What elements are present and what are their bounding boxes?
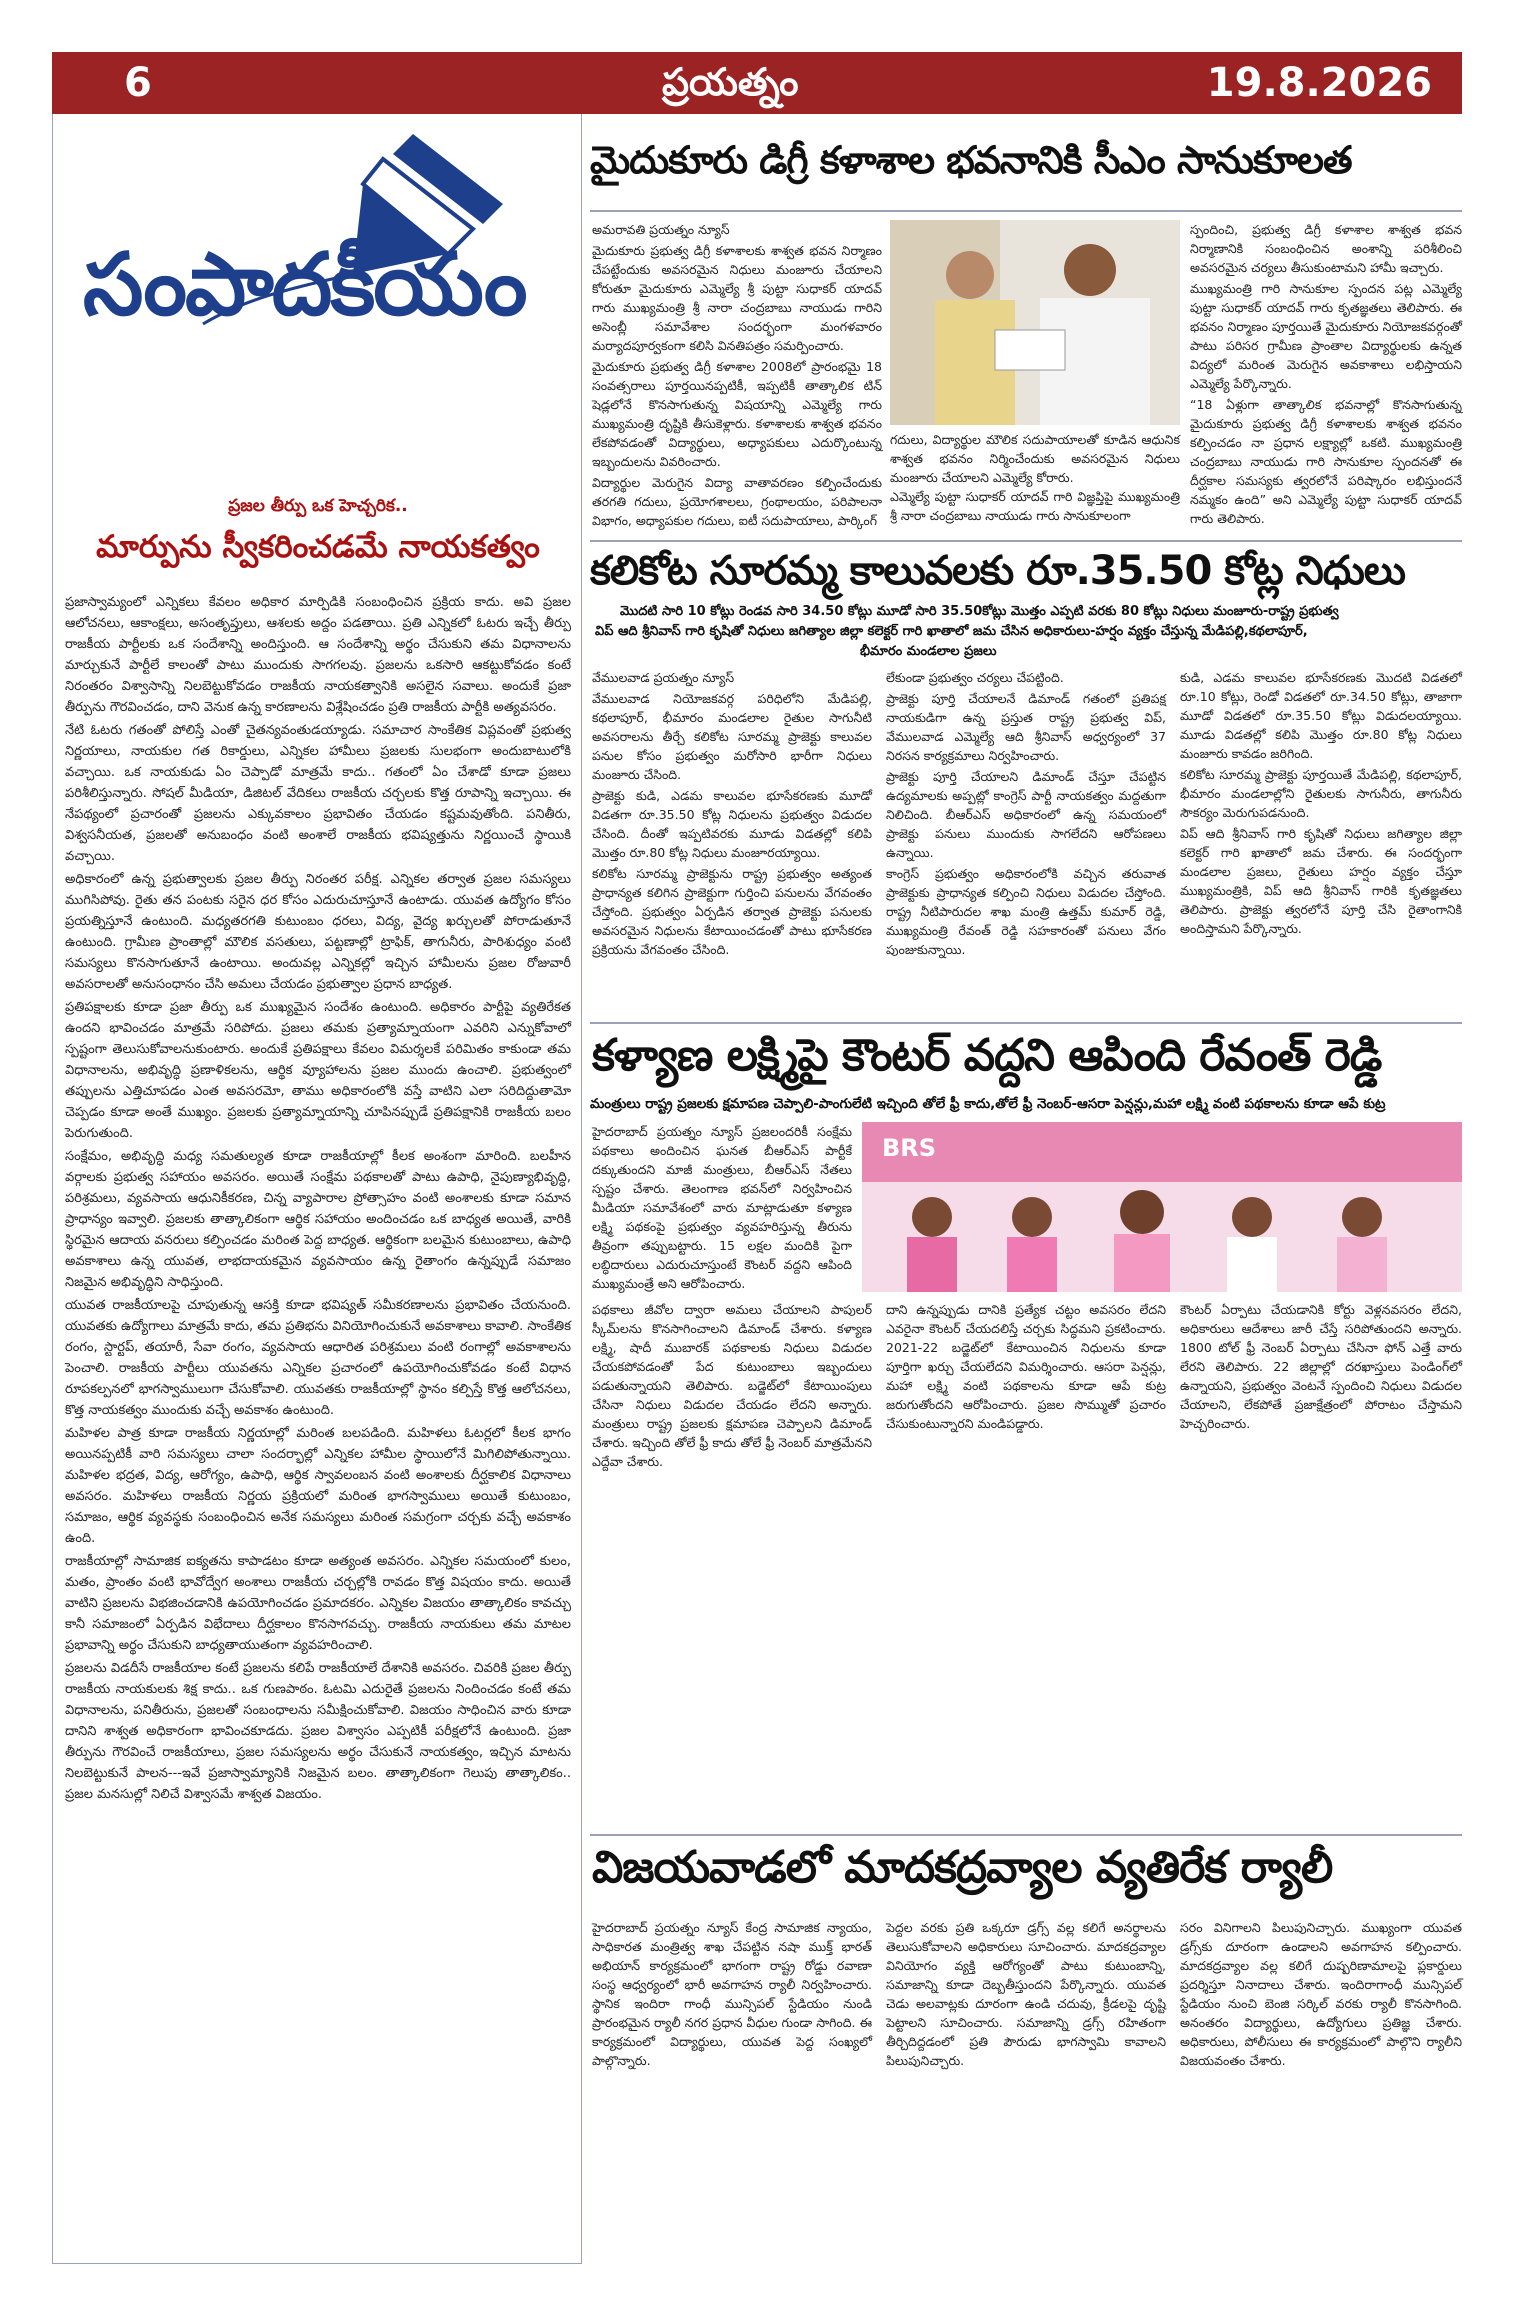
story2-paragraph: విప్ ఆది శ్రీనివాస్ గారి కృషితో నిధులు జగిత్యాల జిల్లా కలెక్టర్ గారి ఖాతాలో జమ చేశారు. ఈ సందర్భంగా మండలాల ప్రజలు, రైతులు హర్షం వ్యక్తం చేస్తూ ముఖ్యమంత్రికి, విప్ ఆది శ్రీనివాస్ గారికి కృతజ్ఞతలు తెలిపారు. ప్రాజెక్టు త్వరలోనే పూర్తి చేసి రైతాంగానికి అందిస్తామని పేర్కొన్నారు. [1180, 826, 1462, 936]
party-banner-text: BRS [882, 1134, 937, 1162]
story4-paragraph: సరం వినిగాలని పిలుపునిచ్చారు. ముఖ్యంగా యువత డ్రగ్స్‌కు దూరంగా ఉండాలని అవగాహన కల్పించారు. మాదకద్రవ్యాల వల్ల కలిగే దుష్పరిణామాలపై ప్లకార్డులు ప్రదర్శిస్తూ నినాదాలు చేశారు. ఇందిరాగాంధీ మున్సిపల్ స్టేడియం నుంచి బెంజి సర్కిల్ వరకు ర్యాలీ కొనసాగింది. అనంతరం విద్యార్థులు, ఉద్యోగులు ప్రతిజ్ఞ చేశారు. అధికారులు, పోలీసులు ఈ కార్యక్రమంలో పాల్గొని ర్యాలీని విజయవంతం చేశారు. [1180, 1920, 1462, 2068]
story2-top-rule [590, 540, 1462, 542]
editorial-paragraph: ప్రజలను విడదీసే రాజకీయాల కంటే ప్రజలను కలిపే రాజకీయాలే దేశానికి అవసరం. చివరికి ప్రజల తీర్పు రాజకీయ నాయకులకు శిక్ష కాదు.. ఒక గుణపాఠం. ఓటమి ఎదురైతే ప్రజలను నిందించడం కంటే తమ విధానాలను, పనితీరును, ప్రజలతో సంబంధాలను సమీక్షించుకోవాలి. విజయం సాధించిన వారు కూడా దానిని శాశ్వత అధికారంగా భావించకూడదు. ప్రజల విశ్వాసం ఎప్పటికీ పరీక్షలోనే ఉంటుంది. ప్రజా తీర్పును గౌరవించే రాజకీయాలు, ప్రజల సమస్యలను అర్థం చేసుకునే నాయకత్వం, ఇచ్చిన మాటను నిలబెట్టుకునే పాలన---ఇవే ప్రజాస్వామ్యానికి నిజమైన బలం. తాత్కాలికంగా గెలుపు తాత్కాలికం.. ప్రజల మనసుల్లో నిలిచే విశ్వాసమే శాశ్వత విజయం. [65, 1661, 571, 1802]
story2-column-2 [886, 668, 1166, 1018]
story2-dateline: వేములవాడ ప్రయత్నం న్యూస్ [592, 670, 735, 685]
story1-photo [890, 220, 1180, 425]
editorial-kicker: ప్రజల తీర్పు ఒక హెచ్చరిక.. [228, 496, 408, 516]
story3-paragraph: కౌంటర్ ఏర్పాటు చేయడానికి కోర్టు వెళ్లనవసరం లేదని, అధికారులు ఆదేశాలు జారీ చేస్తే సరిపోతుందని అన్నారు. 1800 టోల్ ఫ్రీ నెంబర్ ఏర్పాటు చేసినా ఫోన్ ఎత్తే వారు లేరని తెలిపారు. 22 జిల్లాల్లో దరఖాస్తులు పెండింగ్‌లో ఉన్నాయని, ప్రభుత్వం వెంటనే స్పందించి నిధులు విడుదల చేయాలని, లేకపోతే ప్రజాక్షేత్రంలో పోరాటం చేస్తామని హెచ్చరించారు. [1180, 1302, 1462, 1431]
story1-paragraph: మైదుకూరు ప్రభుత్వ డిగ్రీ కళాశాల 2008లో ప్రారంభమై 18 సంవత్సరాలు పూర్తయినప్పటికీ, ఇప్పటికీ తాత్కాలిక టిన్ షెడ్లలోనే కొనసాగుతున్న విషయాన్ని ఎమ్మెల్యే గారు ముఖ్యమంత్రి దృష్టికి తీసుకెళ్లారు. కళాశాలకు శాశ్వత భవనం లేకపోవడంతో విద్యార్థులు, అధ్యాపకులు ఎదుర్కొంటున్న ఇబ్బందులను వివరించారు. [592, 359, 882, 469]
editorial-headline: మార్పును స్వీకరించడమే నాయకత్వం [96, 529, 540, 565]
story4-column-3 [1180, 1918, 1462, 2188]
story2-paragraph: లేకుండా ప్రభుత్వం చర్యలు చేపట్టింది. [886, 670, 1064, 685]
editorial-paragraph: మహిళల పాత్ర కూడా రాజకీయ నిర్ణయాల్లో మరింత బలపడింది. మహిళలు ఓటర్లలో కీలక భాగం అయినప్పటికీ వారి సమస్యలు చాలా సందర్భాల్లో ఎన్నికల హామీల స్థాయిలోనే మిగిలిపోతున్నాయి. మహిళల భద్రత, విద్య, ఆరోగ్యం, ఉపాధి, ఆర్థిక స్వావలంబన వంటి అంశాలకు దీర్ఘకాలిక విధానాలు అవసరం. మహిళలు రాజకీయ నిర్ణయ ప్రక్రియలో మరింత భాగస్వాములు అయితే కుటుంబం, సమాజం, ఆర్థిక వ్యవస్థకు సంబంధించిన అనేక సమస్యలు మరింత సమగ్రంగా చర్చకు వచ్చే అవకాశం ఉంది. [65, 1426, 571, 1546]
story4-paragraph: పెద్దల వరకు ప్రతి ఒక్కరూ డ్రగ్స్ వల్ల కలిగే అనర్థాలను తెలుసుకోవాలని అధికారులు సూచించారు. మాదకద్రవ్యాల వినియోగం వ్యక్తి ఆరోగ్యంతో పాటు కుటుంబాన్ని, సమాజాన్ని కూడా దెబ్బతీస్తుందని పేర్కొన్నారు. యువత చెడు అలవాట్లకు దూరంగా ఉండి చదువు, క్రీడలపై దృష్టి పెట్టాలని సూచించారు. సమాజాన్ని డ్రగ్స్ రహితంగా తీర్చిదిద్దడంలో ప్రతి పౌరుడు భాగస్వామి కావాలని పిలుపునిచ్చారు. [886, 1920, 1166, 2068]
press-meet-photo [862, 1122, 1462, 1292]
story2-paragraph: కుడి, ఎడమ కాలువల భూసేకరణకు మొదటి విడతలో రూ.10 కోట్లు, రెండో విడతలో రూ.34.50 కోట్లు, తాజాగా మూడో విడతలో రూ.35.50 కోట్లు విడుదలయ్యాయి. మూడు విడతల్లో కలిపి మొత్తం రూ.80 కోట్ల నిధులు మంజూరు కావడం జరిగింది. [1180, 670, 1462, 761]
story3-paragraph: దాని ఉన్నప్పుడు దానికి ప్రత్యేక చట్టం అవసరం లేదని ఎవరైనా కౌంటర్ చేయదలిస్తే చర్చకు సిద్ధమని ప్రకటించారు. 2021-22 బడ్జెట్‌లో కేటాయించిన నిధులను కూడా పూర్తిగా ఖర్చు చేయలేదని విమర్శించారు. ఆసరా పెన్షన్లు, మహా లక్ష్మి వంటి పథకాలను కూడా ఆపే కుట్ర జరుగుతోందని ఆరోపించారు. ప్రజల సొమ్ముతో ప్రచారం చేసుకుంటున్నారని మండిపడ్డారు. [886, 1302, 1166, 1431]
story4-column-1 [592, 1918, 872, 2188]
story3-intro [592, 1122, 852, 1292]
story2-paragraph: కలికోట సూరమ్మ ప్రాజెక్టును రాష్ట్ర ప్రభుత్వం అత్యంత ప్రాధాన్యత కలిగిన ప్రాజెక్టుగా గుర్తించి పనులను వేగవంతం చేస్తోంది. ప్రభుత్వం ఏర్పడిన తర్వాత ప్రాజెక్టు పనులకు అవసరమైన నిధులను కేటాయించడంతో పాటు భూసేకరణ ప్రక్రియను వేగవంతం చేసింది. [592, 866, 872, 957]
editorial-paragraph: యువత రాజకీయాలపై చూపుతున్న ఆసక్తి కూడా భవిష్యత్ సమీకరణాలను ప్రభావితం చేయనుంది. యువతకు ఉద్యోగాలు మాత్రమే కాదు, తమ ప్రతిభను వినియోగించుకునే అవకాశాలు కావాలి. సాంకేతిక రంగం, స్టార్టప్, తయారీ, సేవా రంగం, వ్యవసాయ ఆధారిత పరిశ్రమలు వంటి రంగాల్లో అవకాశాలను పెంచాలి. రాజకీయ పార్టీలు యువతను ఎన్నికల ప్రచారంలో ఉపయోగించుకోవడం కంటే విధాన రూపకల్పనలో భాగస్వాములుగా చేసుకోవాలి. యువతకు రాజకీయాల్లో స్థానం కల్పిస్తే కొత్త ఆలోచనలు, కొత్త నాయకత్వం ముందుకు వచ్చే అవకాశం ఉంటుంది. [65, 1298, 571, 1418]
story1-caption-text: ఎమ్మెల్యే పుట్టా సుధాకర్ యాదవ్ గారి విజ్ఞప్తిపై ముఖ్యమంత్రి శ్రీ నారా చంద్రబాబు నాయుడు గారు సానుకూలంగా [890, 489, 1180, 523]
story1-paragraph: ముఖ్యమంత్రి గారి సానుకూల స్పందన పట్ల ఎమ్మెల్యే పుట్టా సుధాకర్ యాదవ్ గారు కృతజ్ఞతలు తెలిపారు. ఈ భవనం నిర్మాణం పూర్తయితే మైదుకూరు నియోజకవర్గంతో పాటు పరిసర గ్రామీణ ప్రాంతాల విద్యార్థులకు ఉన్నత విద్యలో మరింత మెరుగైన అవకాశాలు లభిస్తాయని ఎమ్మెల్యే పేర్కొన్నారు. [1190, 281, 1462, 391]
story3-photo [862, 1122, 1462, 1292]
editorial-body [65, 592, 571, 2252]
editorial-logo-text: సంపాదకీయం [83, 234, 526, 335]
story3-paragraph: పథకాలు జీవోల ద్వారా అమలు చేయాలని పాపులర్ స్కీమ్‌లను కొనసాగించాలని డిమాండ్ చేశారు. కళ్యాణ లక్ష్మి, షాదీ ముబారక్ పథకాలకు నిధులు విడుదల చేయకపోవడంతో పేద కుటుంబాలు ఇబ్బందులు పడుతున్నాయని తెలిపారు. బడ్జెట్‌లో కేటాయింపులు చేసినా నిధులు విడుదల చేయడం లేదని అన్నారు. మంత్రులు రాష్ట్ర ప్రజలకు క్షమాపణ చెప్పాలని డిమాండ్ చేశారు. ఇచ్చింది తోలే ఫ్రీ కాదు తోలే ఫ్రీ నెంబర్ మాత్రమేనని ఎద్దేవా చేశారు. [592, 1302, 872, 1469]
editorial-paragraph: ప్రతిపక్షాలకు కూడా ప్రజా తీర్పు ఒక ముఖ్యమైన సందేశం ఉంటుంది. అధికారం పార్టీపై వ్యతిరేకత ఉందని భావించడం మాత్రమే సరిపోదు. ప్రజలు తమకు ప్రత్యామ్నాయంగా ఎవరిని ఎన్నుకోవాలో స్పష్టంగా తెలుసుకోవాలనుకుంటారు. అందుకే ప్రతిపక్షాలు కేవలం విమర్శలకే పరిమితం కాకుండా తమ విధానాలను, అభివృద్ధి ప్రణాళికలను, ఆర్థిక వ్యూహాలను ప్రజల ముందు ఉంచాలి. ప్రభుత్వంలో తప్పులను ఎత్తిచూపడం ఎంత అవసరమో, తాము అధికారంలోకి వస్తే వాటిని ఎలా సరిదిద్దుతామో చెప్పడం కూడా అంతే ముఖ్యం. ప్రజలకు ప్రత్యామ్నాయాన్ని చూపినప్పుడే ప్రతిపక్షానికి రాజకీయ బలం పెరుగుతుంది. [65, 1000, 571, 1141]
page-header-bar [52, 52, 1462, 114]
story2-subheadline: భీమారం మండలాల ప్రజలు [860, 644, 997, 659]
story2-paragraph: ప్రాజెక్టు కుడి, ఎడమ కాలువల భూసేకరణకు మూడో విడతగా రూ.35.50 కోట్ల నిధులను ప్రభుత్వం విడుదల చేసింది. దీంతో ఇప్పటివరకు మూడు విడతల్లో కలిపి మొత్తం రూ.80 కోట్ల నిధులు మంజూరయ్యాయి. [592, 788, 872, 860]
editorial-paragraph: ప్రజాస్వామ్యంలో ఎన్నికలు కేవలం అధికార మార్పిడికి సంబంధించిన ప్రక్రియ కాదు. అవి ప్రజల ఆలోచనలు, ఆకాంక్షలు, అసంతృప్తులు, ఆశలకు అద్దం పడతాయి. ప్రతి ఎన్నికలో ఓటరు ఇచ్చే తీర్పు రాజకీయ పార్టీలకు ఒక సందేశాన్ని అందిస్తుంది. ఆ సందేశాన్ని అర్థం చేసుకుని తమ విధానాలను మార్చుకునే పార్టీలే కాలంతో పాటు ముందుకు సాగగలవు. ప్రజలను ఒకసారి ఆకట్టుకోవడం కంటే నిరంతరం విశ్వాసాన్ని నిలబెట్టుకోవడం రాజకీయ నాయకత్వానికి అసలైన సవాలు. అందుకే ప్రజా తీర్పును గౌరవించడం, దాని వెనుక ఉన్న కారణాలను విశ్లేషించడం ప్రతి రాజకీయ పార్టీకి అత్యవసరం. [65, 595, 571, 715]
editorial-paragraph: సంక్షేమం, అభివృద్ధి మధ్య సమతుల్యత కూడా రాజకీయాల్లో కీలక అంశంగా మారింది. బలహీన వర్గాలకు ప్రభుత్వ సహాయం అవసరం. అయితే సంక్షేమ పథకాలతో పాటు ఉపాధి, నైపుణ్యాభివృద్ధి, పరిశ్రమలు, వ్యవసాయ ఆధునికీకరణ, చిన్న వ్యాపారాల ప్రోత్సాహం వంటి అంశాలకు కూడా సమాన ప్రాధాన్యం ఇవ్వాలి. ప్రజలకు తాత్కాలికంగా ఆర్థిక సహాయం అందించడం ఒక బాధ్యత అయితే, వారికి స్థిరమైన ఆదాయ వనరులు కల్పించడం మరింత పెద్ద బాధ్యత. ఆర్థికంగా బలమైన కుటుంబాలు, ఉపాధి అవకాశాలు ఉన్న యువత, లాభదాయకమైన వ్యవసాయం ఉన్న రైతాంగం ఉన్నప్పుడే సమాజం నిజమైన అభివృద్ధిని సాధిస్తుంది. [65, 1149, 571, 1290]
story1-paragraph: “18 ఏళ్లుగా తాత్కాలిక భవనాల్లో కొనసాగుతున్న మైదుకూరు ప్రభుత్వ డిగ్రీ కళాశాలకు శాశ్వత భవనం కల్పించడం నా ప్రధాన లక్ష్యాల్లో ఒకటి. ముఖ్యమంత్రి చంద్రబాబు నాయుడు గారి సానుకూల స్పందనతో ఈ దీర్ఘకాల సమస్యకు త్వరలోనే పరిష్కారం లభిస్తుందనే నమ్మకం ఉంది” అని ఎమ్మెల్యే పుట్టా సుధాకర్ యాదవ్ గారు తెలిపారు. [1190, 397, 1462, 526]
story4-top-rule [590, 1834, 1462, 1836]
story2-paragraph: కాంగ్రెస్ ప్రభుత్వం అధికారంలోకి వచ్చిన తరువాత ప్రాజెక్టుకు ప్రాధాన్యత కల్పించి నిధులు విడుదల చేస్తోంది. రాష్ట్ర నీటిపారుదల శాఖ మంత్రి ఉత్తమ్ కుమార్ రెడ్డి, ముఖ్యమంత్రి రేవంత్ రెడ్డి సహకారంతో పనులు వేగం పుంజుకున్నాయి. [886, 866, 1166, 957]
story4-column-2 [886, 1918, 1166, 2188]
story1-headline: మైదుకూరు డిగ్రీ కళాశాల భవనానికి సీఎం సానుకూలత [590, 138, 1352, 182]
story1-paragraph: స్పందించి, ప్రభుత్వ డిగ్రీ కళాశాల శాశ్వత భవన నిర్మాణానికి సంబంధించిన అంశాన్ని పరిశీలించి అవసరమైన చర్యలు తీసుకుంటామని హామీ ఇచ్చారు. [1190, 222, 1462, 275]
story3-top-rule [590, 1022, 1462, 1024]
story3-subheadline: మంత్రులు రాష్ట్ర ప్రజలకు క్షమాపణ చెప్పాలి-పాంగులేటి ఇచ్చింది తోలే ఫ్రీ కాదు,తోలే ఫ్రీ నెంబర్-ఆసరా పెన్షన్లు,మహా లక్ష్మి వంటి పథకాలను కూడా ఆపే కుట్ర [590, 1096, 1386, 1112]
story4-headline: విజయవాడలో మాదకద్రవ్యాల వ్యతిరేక ర్యాలీ [592, 1842, 1333, 1893]
story1-paragraph: విద్యార్థుల మెరుగైన విద్యా వాతావరణం కల్పించేందుకు తరగతి గదులు, ప్రయోగశాలలు, గ్రంథాలయం, పరిపాలనా విభాగం, అధ్యాపకుల గదులు, ఐటీ సదుపాయాలు, పార్కింగ్ [592, 475, 882, 528]
editorial-paragraph: నేటి ఓటరు గతంతో పోలిస్తే ఎంతో చైతన్యవంతుడయ్యాడు. సమాచార సాంకేతిక విప్లవంతో ప్రభుత్వ నిర్ణయాలు, నాయకుల గత రికార్డులు, ఎన్నికల హామీలు ప్రజలకు సులభంగా అందుబాటులోకి వచ్చాయి. ఒక నాయకుడు ఏం చెప్పాడో మాత్రమే కాదు.. గతంలో ఏం చేశాడో కూడా ప్రజలు పరిశీలిస్తున్నారు. సోషల్ మీడియా, డిజిటల్ వేదికలు రాజకీయ చర్చలకు కొత్త రూపాన్ని ఇచ్చాయి. ఈ నేపథ్యంలో ప్రచారంతో ప్రజలను ఎక్కువకాలం ప్రభావితం చేయడం కష్టమవుతోంది. పనితీరు, విశ్వసనీయత, ప్రజలతో అనుబంధం వంటి అంశాలే రాజకీయ భవిష్యత్తును నిర్ణయించే స్థాయికి వచ్చాయి. [65, 723, 571, 864]
editorial-logo [53, 114, 583, 384]
story3-column-1 [592, 1300, 872, 1830]
story2-paragraph: వేములవాడ నియోజకవర్గ పరిధిలోని మేడిపల్లి, కథలాపూర్, భీమారం మండలాల రైతుల సాగునీటి అవసరాలను తీర్చే కలికోట సూరమ్మ ప్రాజెక్టు కాలువల పనుల కోసం ప్రభుత్వం మరోసారి భారీగా నిధులు మంజూరు చేసింది. [592, 691, 872, 782]
story2-headline: కలికోట సూరమ్మ కాలువలకు రూ.35.50 కోట్ల నిధులు [590, 548, 1406, 594]
story3-intro-text: హైదరాబాద్ ప్రయత్నం న్యూస్ ప్రజలందరికీ సంక్షేమ పథకాలు అందించిన ఘనత బీఆర్ఎస్ పార్టీకే దక్కుతుందని మాజీ మంత్రులు, బీఆర్ఎస్ నేతలు స్పష్టం చేశారు. తెలంగాణ భవన్‌లో నిర్వహించిన మీడియా సమావేశంలో వారు మాట్లాడుతూ కళ్యాణ లక్ష్మి పథకంపై ప్రభుత్వం వ్యవహరిస్తున్న తీరును తీవ్రంగా తప్పుబట్టారు. 15 లక్షల మందికి పైగా లబ్ధిదారులు ఎదురుచూస్తుంటే కౌంటర్ వద్దని ఆపింది ముఖ్యమంత్రే అని ఆరోపించారు. [592, 1124, 852, 1291]
story2-column-1 [592, 668, 872, 1018]
story1-caption-text: గదులు, విద్యార్థుల మౌలిక సదుపాయాలతో కూడిన ఆధునిక శాశ్వత భవనం నిర్మించేందుకు అవసరమైన నిధులు మంజూరు చేయాలని ఎమ్మెల్యే కోరారు. [890, 432, 1180, 485]
story3-column-2 [886, 1300, 1166, 1830]
story4-paragraph: హైదరాబాద్ ప్రయత్నం న్యూస్ కేంద్ర సామాజిక న్యాయం, సాధికారత మంత్రిత్వ శాఖ చేపట్టిన నషా ముక్త్ భారత్ అభియాన్ కార్యక్రమంలో భాగంగా రాష్ట్ర రోడ్డు రవాణా సంస్థ ఆధ్వర్యంలో భారీ అవగాహన ర్యాలీ నిర్వహించారు. స్థానిక ఇందిరా గాంధీ మున్సిపల్ స్టేడియం నుండి ప్రారంభమైన ర్యాలీ నగర ప్రధాన వీధుల గుండా సాగింది. ఈ కార్యక్రమంలో విద్యార్థులు, యువత పెద్ద సంఖ్యలో పాల్గొన్నారు. [592, 1920, 872, 2068]
story1-rule [590, 210, 1462, 212]
story1-column-3 [1190, 220, 1462, 530]
story1-photo-caption [890, 430, 1180, 530]
editorial-paragraph: రాజకీయాల్లో సామాజిక ఐక్యతను కాపాడటం కూడా అత్యంత అవసరం. ఎన్నికల సమయంలో కులం, మతం, ప్రాంతం వంటి భావోద్వేగ అంశాలు రాజకీయ చర్చల్లోకి రావడం కొత్త విషయం కాదు. అయితే వాటిని ప్రజలను విభజించడానికి ఉపయోగించడం ప్రమాదకరం. ఎన్నికల విజయం తాత్కాలికం కావచ్చు కానీ సమాజంలో ఏర్పడిన విభేదాలు దీర్ఘకాలం కొనసాగవచ్చు. రాజకీయ నాయకులు తమ మాటల ప్రభావాన్ని అర్థం చేసుకుని బాధ్యతాయుతంగా వ్యవహరించాలి. [65, 1554, 571, 1653]
issue-date: 19.8.2026 [1206, 60, 1432, 106]
cm-meeting-photo [890, 220, 1180, 425]
story1-dateline: అమరావతి ప్రయత్నం న్యూస్ [592, 222, 730, 237]
editorial-paragraph: అధికారంలో ఉన్న ప్రభుత్వాలకు ప్రజల తీర్పు నిరంతర పరీక్ష. ఎన్నికల తర్వాత ప్రజల సమస్యలు ముగిసిపోవు. రైతు తన పంటకు సరైన ధర కోసం ఎదురుచూస్తూనే ఉంటాడు. యువత ఉద్యోగం కోసం ప్రయత్నిస్తూనే ఉంటుంది. మధ్యతరగతి కుటుంబం ధరలు, విద్య, వైద్య ఖర్చులతో పోరాడుతూనే ఉంటుంది. గ్రామీణ ప్రాంతాల్లో మౌలిక వసతులు, పట్టణాల్లో ట్రాఫిక్, తాగునీరు, పారిశుధ్యం వంటి సమస్యలు కొనసాగుతూనే ఉంటాయి. అందువల్ల ఎన్నికల్లో ఇచ్చిన హామీలను ప్రజల రోజువారీ అవసరాలతో అనుసంధానం చేసి అమలు చేయడం ప్రభుత్వాల ప్రధాన బాధ్యత. [65, 872, 571, 992]
masthead-title: ప్రయత్నం [662, 60, 799, 104]
page-number: 6 [124, 60, 152, 106]
story2-subheadline: మొదటి సారి 10 కోట్లు రెండవ సారి 34.50 కోట్లు మూడో సారి 35.50కోట్లు మొత్తం ఎప్పటి వరకు 80 కోట్లు నిధులు మంజూరు-రాష్ట్ర ప్రభుత్వ [620, 604, 1339, 619]
story2-subheadline: విప్ ఆది శ్రీనివాస్ గారి కృషితో నిధులు జగిత్యాల జిల్లా కలెక్టర్ గారి ఖాతాలో జమ చేసిన అధికారులు-హర్షం వ్యక్తం చేస్తున్న మేడిపల్లి,కథలాపూర్, [595, 624, 1308, 639]
story1-column-1 [592, 220, 882, 528]
story2-paragraph: కలికోట సూరమ్మ ప్రాజెక్టు పూర్తయితే మేడిపల్లి, కథలాపూర్, భీమారం మండలాల్లోని రైతులకు సాగునీరు, తాగునీరు సౌకర్యం మెరుగుపడనుంది. [1180, 767, 1462, 820]
story3-column-3 [1180, 1300, 1462, 1830]
story2-column-3 [1180, 668, 1462, 1018]
story1-paragraph: మైదుకూరు ప్రభుత్వ డిగ్రీ కళాశాలకు శాశ్వత భవన నిర్మాణం చేపట్టేందుకు అవసరమైన నిధులు మంజూరు చేయాలని కోరుతూ మైదుకూరు ఎమ్మెల్యే శ్రీ పుట్టా సుధాకర్ యాదవ్ గారు ముఖ్యమంత్రి శ్రీ నారా చంద్రబాబు నాయుడు గారిని అసెంబ్లీ సమావేశాల సందర్భంగా మంగళవారం మర్యాదపూర్వకంగా కలిసి వినతిపత్రం సమర్పించారు. [592, 243, 882, 353]
story2-paragraph: ప్రాజెక్టు పూర్తి చేయాలనే డిమాండ్ గతంలో ప్రతిపక్ష నాయకుడిగా ఉన్న ప్రస్తుత రాష్ట్ర ప్రభుత్వ విప్, వేములవాడ ఎమ్మెల్యే ఆది శ్రీనివాస్ అధ్వర్యంలో 37 నిరసన కార్యక్రమాలు నిర్వహించారు. [886, 691, 1166, 763]
story2-paragraph: ప్రాజెక్టు పూర్తి చేయాలని డిమాండ్ చేస్తూ చేపట్టిన ఉద్యమాలకు అప్పట్లో కాంగ్రెస్ పార్టీ నాయకత్వం మద్దతుగా నిలిచింది. బీఆర్ఎస్ అధికారంలో ఉన్న సమయంలో ప్రాజెక్టు పనులు ముందుకు సాగలేదని ఆరోపణలు ఉన్నాయి. [886, 769, 1166, 860]
story3-headline: కళ్యాణ లక్ష్మిపై కౌంటర్ వద్దని ఆపింది రేవంత్ రెడ్డి [592, 1030, 1382, 1081]
editorial-column [52, 114, 582, 2264]
